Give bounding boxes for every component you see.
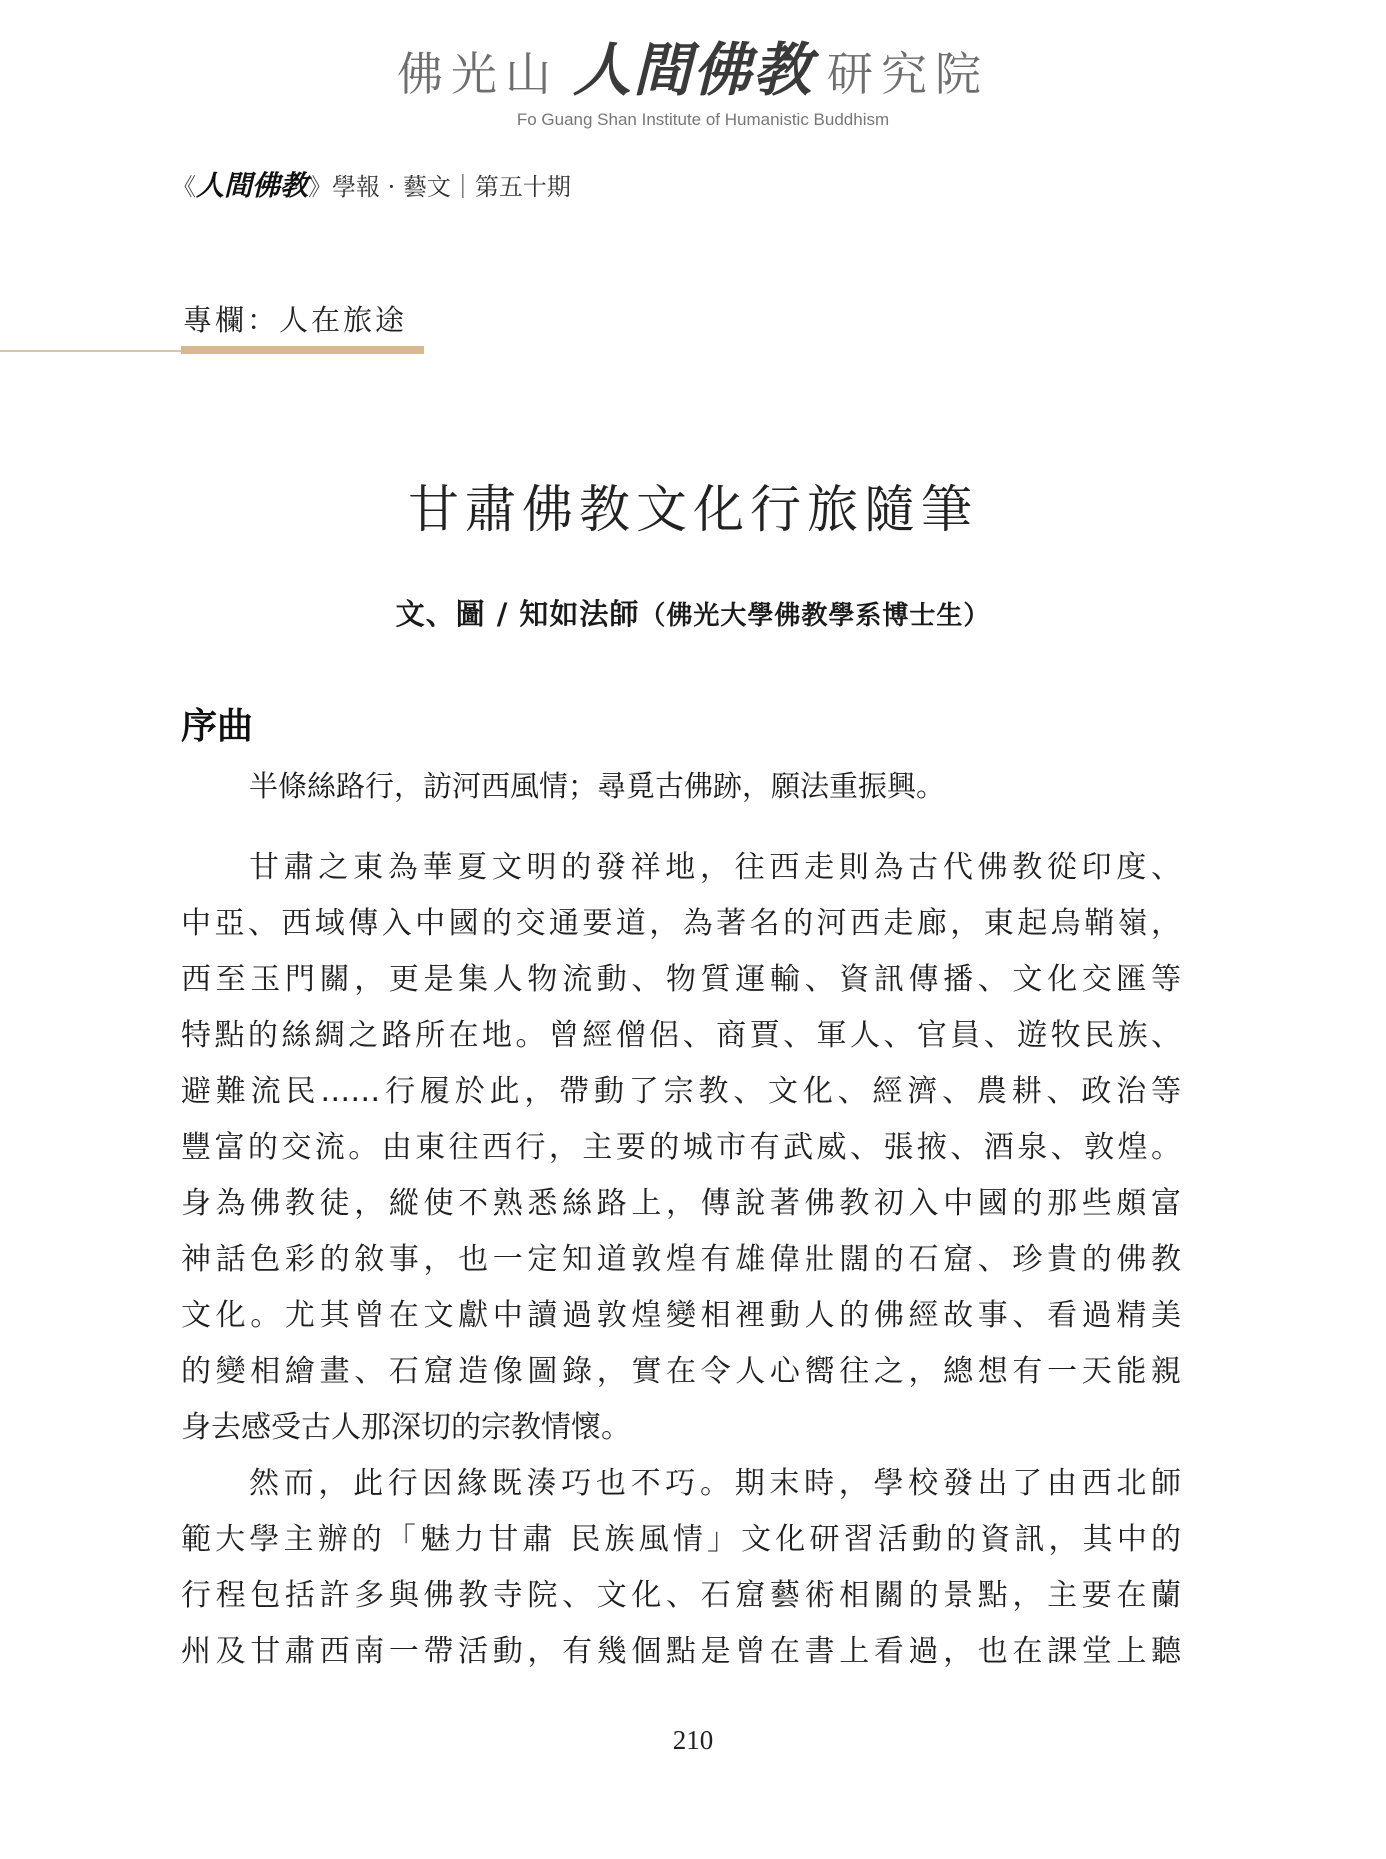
journal-open-bracket: 《 — [172, 173, 196, 201]
body-line: 神話色彩的敘事，也一定知道敦煌有雄偉壯闊的石窟、珍貴的佛教 — [181, 1242, 1181, 1277]
journal-issue-info: 學報 · 藝文｜第五十期 — [332, 173, 571, 201]
byline-affiliation: （佛光大學佛教學系博士生） — [639, 601, 991, 631]
body-line: 然而，此行因緣既湊巧也不巧。期末時，學校發出了由西北師 — [249, 1466, 1181, 1501]
institute-title-brand: 人間佛教 — [572, 36, 813, 104]
journal-name: 人間佛教 — [196, 169, 309, 202]
column-underline-bar — [181, 346, 424, 354]
institute-english-name: Fo Guang Shan Institute of Humanistic Buddhism — [516, 110, 890, 129]
masthead — [0, 36, 1386, 130]
article-title: 甘肅佛教文化行旅隨筆 — [407, 481, 978, 540]
institute-title-right: 研究院 — [827, 47, 989, 101]
column-label: 專欄：人在旅途 — [183, 303, 408, 337]
body-line: 特點的絲綢之路所在地。曾經僧侶、商賈、軍人、官員、遊牧民族、 — [181, 1018, 1181, 1053]
byline — [0, 592, 1386, 633]
page-number: 210 — [672, 1725, 714, 1755]
body-line: 行程包括許多與佛教寺院、文化、石窟藝術相關的景點，主要在蘭 — [181, 1578, 1181, 1613]
body-line: 豐富的交流。由東往西行，主要的城市有武威、張掖、酒泉、敦煌。 — [181, 1130, 1181, 1165]
body-line: 州及甘肅西南一帶活動，有幾個點是曾在書上看過，也在課堂上聽 — [181, 1634, 1181, 1669]
body-line: 身為佛教徒，縱使不熟悉絲路上，傳說著佛教初入中國的那些頗富 — [181, 1186, 1181, 1221]
body-line: 的變相繪畫、石窟造像圖錄，實在令人心嚮往之，總想有一天能親 — [181, 1354, 1181, 1389]
journal-header — [172, 164, 571, 204]
institute-title-left: 佛光山 — [396, 47, 559, 101]
body-line: 身去感受古人那深切的宗教情懷。 — [181, 1410, 631, 1445]
section-heading: 序曲 — [181, 705, 254, 747]
body-line: 西至玉門關，更是集人物流動、物質運輸、資訊傳播、文化交匯等 — [181, 962, 1181, 997]
byline-author: 文、圖 / 知如法師 — [395, 597, 640, 631]
body-line: 中亞、西域傳入中國的交通要道，為著名的河西走廊，東起烏鞘嶺， — [181, 906, 1181, 941]
body-line: 避難流民……行履於此，帶動了宗教、文化、經濟、農耕、政治等 — [181, 1074, 1181, 1109]
body-line: 範大學主辦的「魅力甘肅 民族風情」文化研習活動的資訊，其中的 — [181, 1522, 1181, 1557]
institute-title — [0, 36, 1386, 104]
body-line: 文化。尤其曾在文獻中讀過敦煌變相裡動人的佛經故事、看過精美 — [181, 1298, 1181, 1333]
opening-verse: 半條絲路行，訪河西風情；尋覓古佛跡，願法重振興。 — [249, 769, 946, 803]
body-line: 甘肅之東為華夏文明的發祥地，往西走則為古代佛教從印度、 — [249, 850, 1181, 885]
journal-close-bracket: 》 — [308, 173, 333, 201]
article-body — [181, 766, 1181, 1680]
